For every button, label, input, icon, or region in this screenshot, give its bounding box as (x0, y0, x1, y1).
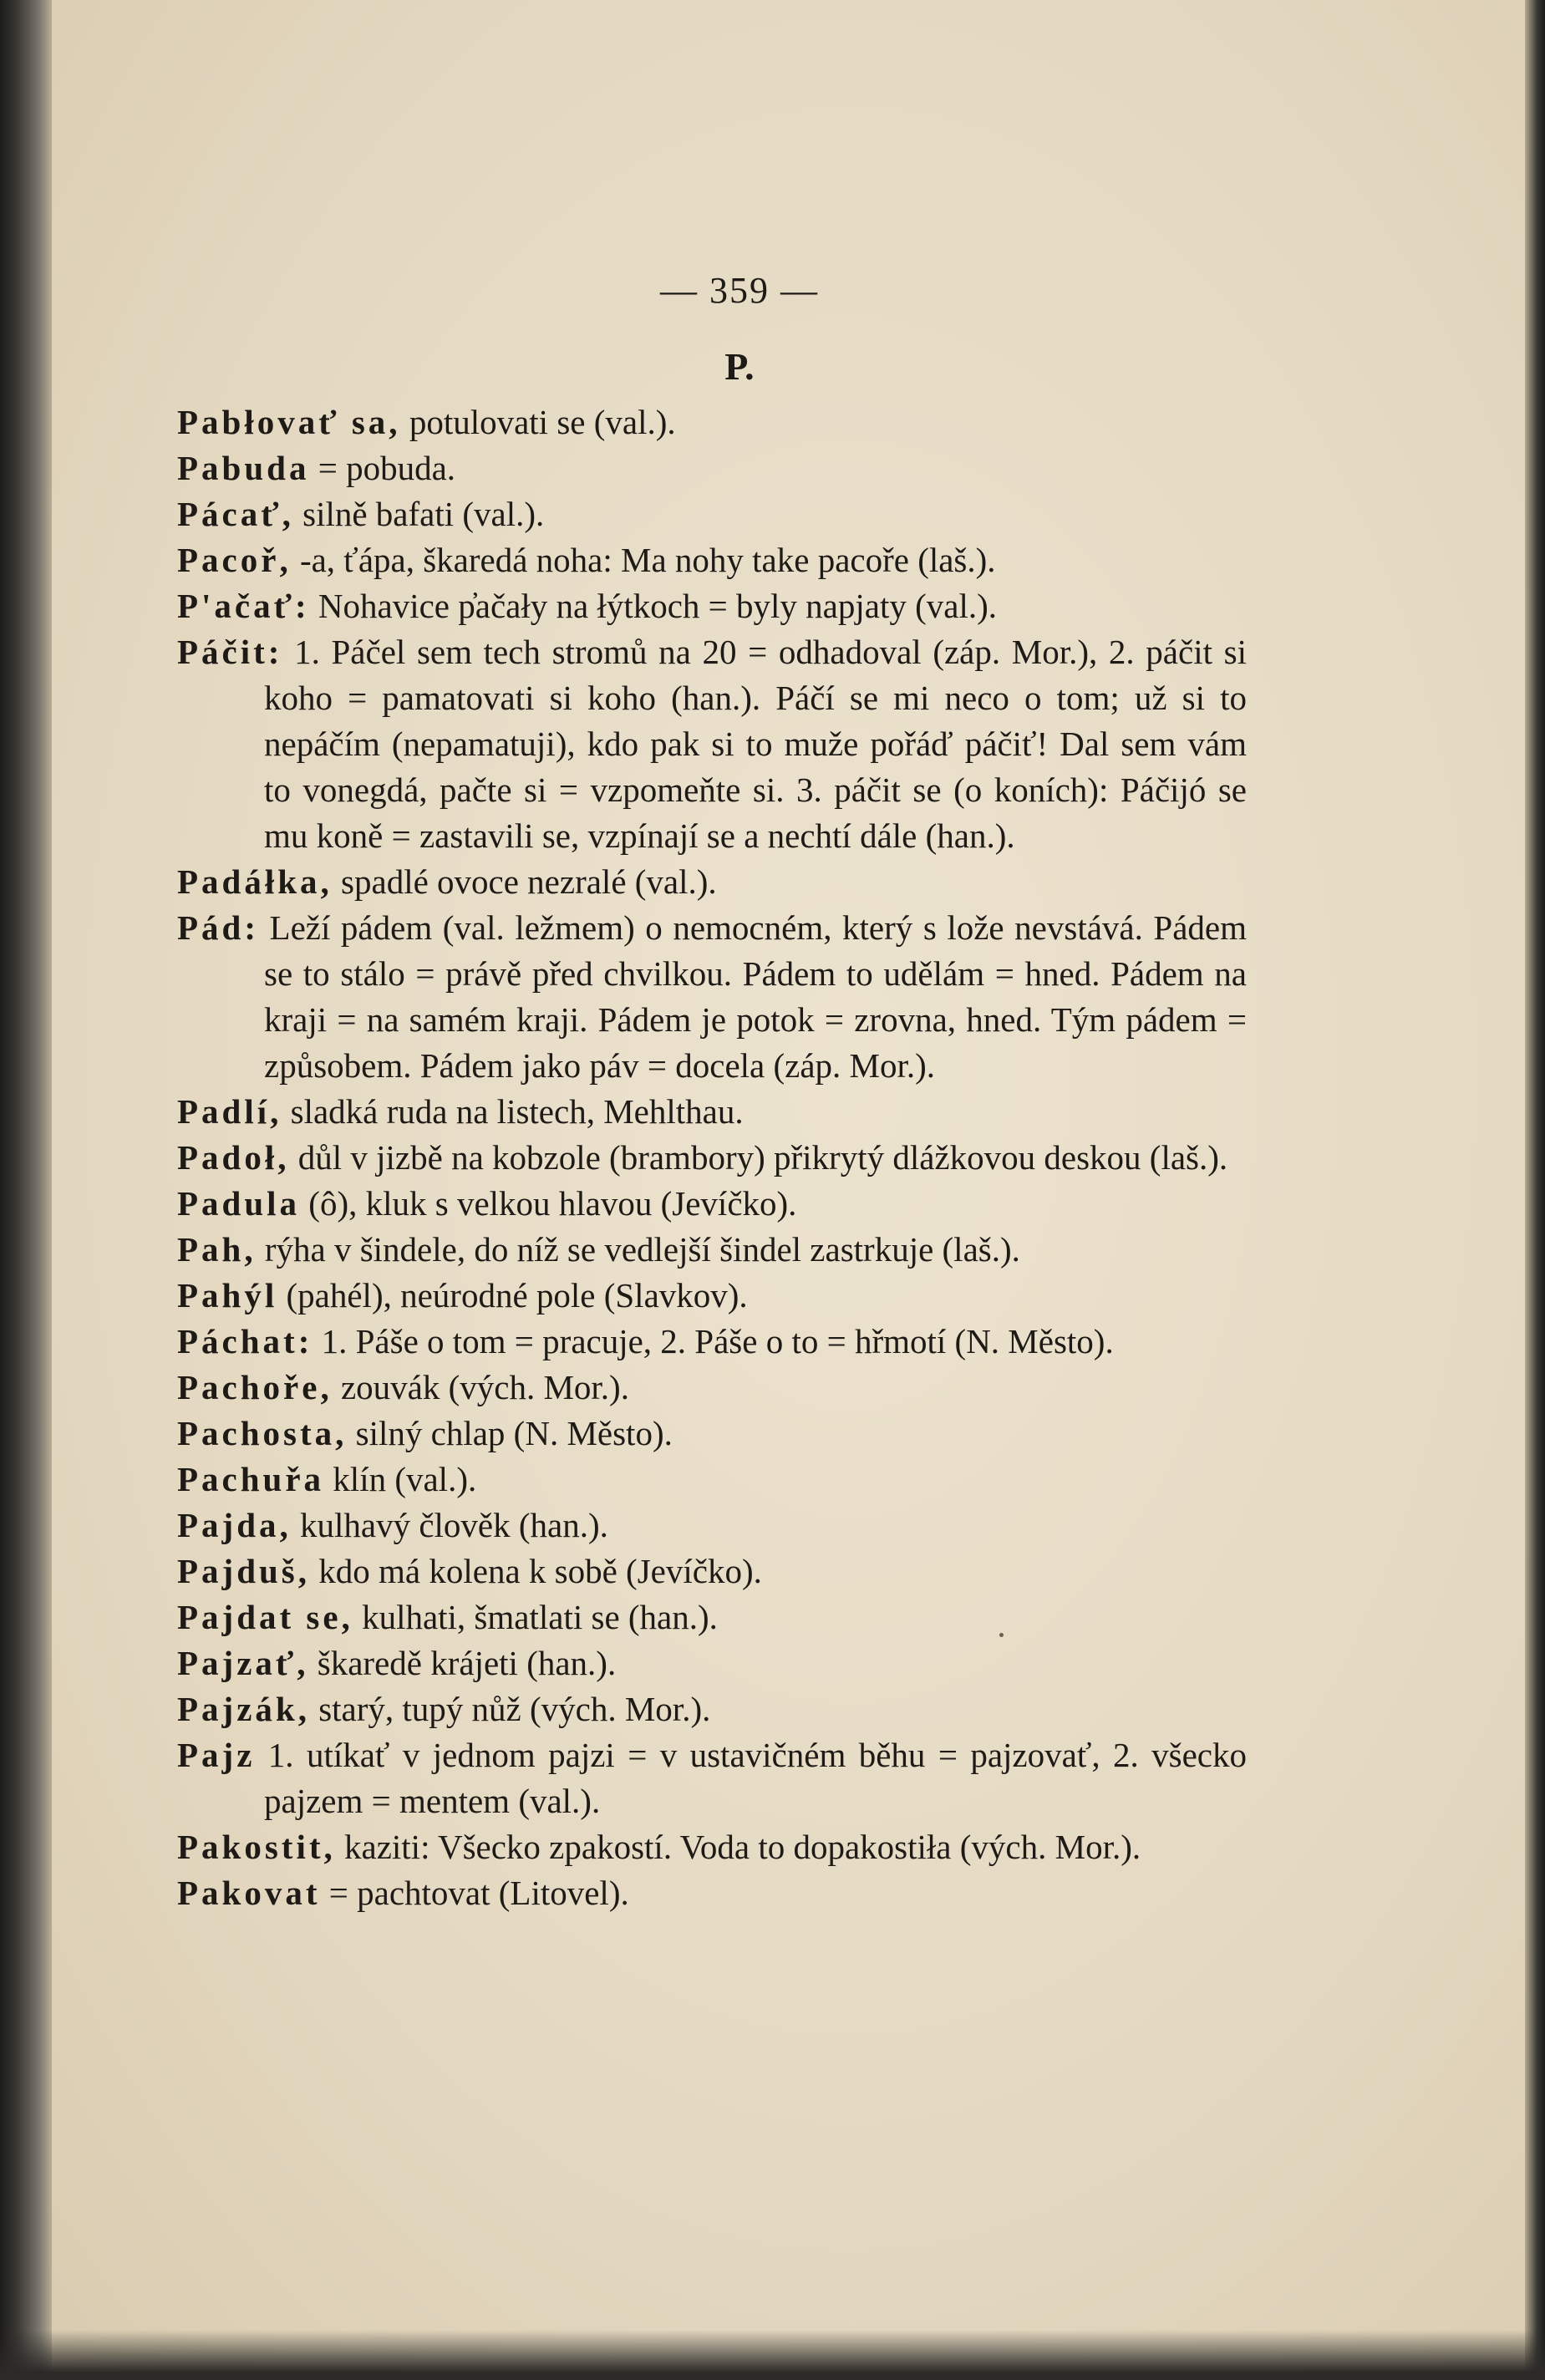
entry-definition: klín (val.). (324, 1460, 477, 1498)
entry-definition: potulovati se (val.). (400, 403, 676, 441)
entry-headword: Padáłka, (177, 862, 333, 901)
dictionary-entries (177, 399, 1247, 1916)
dictionary-entry (177, 1549, 1247, 1594)
dictionary-entry (177, 1273, 1247, 1319)
dictionary-entry (177, 1732, 1247, 1824)
entry-headword: Pah, (177, 1230, 257, 1269)
ink-speck (999, 1633, 1004, 1637)
entry-definition: silně bafati (val.). (293, 495, 545, 533)
dictionary-entry (177, 1411, 1247, 1457)
entry-headword: Pajdat se, (177, 1598, 353, 1636)
entry-definition: 1. Páše o tom = pracuje, 2. Páše o to = hřmotí (N. Město). (313, 1322, 1114, 1360)
dictionary-entry (177, 399, 1247, 445)
dictionary-entry (177, 1503, 1247, 1549)
dictionary-entry (177, 1870, 1247, 1916)
entry-definition: -a, ťápa, škaredá noha: Ma nohy take pacoře (laš.). (291, 541, 996, 579)
entry-definition: silný chlap (N. Město). (347, 1414, 673, 1452)
entry-headword: Pád: (177, 908, 259, 947)
entry-definition: kulhavý člověk (han.). (291, 1506, 608, 1544)
dictionary-entry (177, 859, 1247, 905)
entry-headword: P'ačať: (177, 587, 310, 625)
entry-headword: Pajda, (177, 1506, 292, 1544)
entry-headword: Padlí, (177, 1092, 282, 1131)
dictionary-entry (177, 1824, 1247, 1870)
entry-definition: (pahél), neúrodné pole (Slavkov). (277, 1276, 748, 1315)
dictionary-entry (177, 1089, 1247, 1135)
entry-headword: Pajz (177, 1736, 256, 1774)
dictionary-entry (177, 905, 1247, 1089)
page-right-edge (1525, 0, 1545, 2380)
entry-definition: spadlé ovoce nezralé (val.). (332, 862, 717, 901)
entry-definition: rýha v šindele, do níž se vedlejší šindel zastrkuje (laš.). (256, 1230, 1020, 1269)
entry-definition: důl v jizbě na kobzole (brambory) přikrytý dlážkovou deskou (laš.). (289, 1138, 1228, 1177)
entry-headword: Pajzák, (177, 1690, 310, 1728)
page-number: — 359 — (660, 270, 819, 311)
dictionary-entry (177, 1686, 1247, 1732)
entry-definition: Nohavice p̓ačały na łýtkoch = byly napjaty (val.). (309, 587, 997, 625)
dictionary-entry (177, 1594, 1247, 1640)
dictionary-entry (177, 1457, 1247, 1503)
entry-definition: 1. utíkať v jednom pajzi = v ustavičném běhu = pajzovať, 2. všecko pajzem = mentem (val.). (255, 1736, 1247, 1820)
dictionary-entry (177, 1640, 1247, 1686)
entry-definition: 1. Páčel sem tech stromů na 20 = odhadoval (záp. Mor.), 2. páčit si koho = pamatovati si koho (han.). Páčí se mi neco o tom; už si to nepáčím (nepamatuji), kdo pak si to muže pořáď páčiť! Dal sem vám to vonegdá, pačte si = vzpomeňte si. 3. páčit se (o koních): Páčijó se mu koně = zastavili se, vzpínají se a nechtí dále (han.). (264, 633, 1247, 855)
dictionary-entry (177, 537, 1247, 583)
entry-definition: kaziti: Všecko zpakostí. Voda to dopakostiła (vých. Mor.). (335, 1828, 1141, 1866)
entry-definition: kulhati, šmatlati se (han.). (353, 1598, 718, 1636)
dictionary-entry (177, 1227, 1247, 1273)
entry-headword: Pajduš, (177, 1552, 311, 1590)
entry-headword: Pajzať, (177, 1644, 309, 1682)
entry-headword: Pachosta, (177, 1414, 348, 1452)
entry-headword: Pacoř, (177, 541, 292, 579)
entry-headword: Pachoře, (177, 1368, 333, 1406)
entry-definition: Leží pádem (val. ležmem) o nemocném, který s lože nevstává. Pádem se to stálo = právě před chvilkou. Pádem to udělám = hned. Pádem na kraji = na samém kraji. Pádem je potok = zrovna, hned. Tým pádem = způsobem. Pádem jako páv = docela (záp. Mor.). (259, 908, 1247, 1085)
dictionary-entry (177, 583, 1247, 629)
entry-headword: Pabuda (177, 449, 310, 487)
entry-definition: škaredě krájeti (han.). (308, 1644, 617, 1682)
entry-headword: Pakostit, (177, 1828, 336, 1866)
entry-definition: starý, tupý nůž (vých. Mor.). (309, 1690, 711, 1728)
entry-headword: Padoł, (177, 1138, 290, 1177)
entry-headword: Pakovat (177, 1874, 321, 1912)
entry-headword: Pabłovať sa, (177, 403, 401, 441)
dictionary-entry (177, 1319, 1247, 1365)
entry-definition: = pobuda. (309, 449, 456, 487)
section-letter: P. (724, 345, 755, 388)
dictionary-entry (177, 1135, 1247, 1181)
entry-headword: Pahýl (177, 1276, 278, 1315)
page-bottom-edge (0, 2330, 1545, 2380)
entry-definition: kdo má kolena k sobě (Jevíčko). (310, 1552, 762, 1590)
entry-headword: Páchat: (177, 1322, 313, 1360)
dictionary-entry (177, 1181, 1247, 1227)
entry-headword: Pachuřa (177, 1460, 325, 1498)
entry-definition: = pachtovat (Litovel). (320, 1874, 629, 1912)
entry-headword: Pácať, (177, 495, 294, 533)
dictionary-entry (177, 1365, 1247, 1411)
entry-definition: (ô), kluk s velkou hlavou (Jevíčko). (300, 1184, 797, 1223)
entry-definition: zouvák (vých. Mor.). (332, 1368, 629, 1406)
entry-headword: Páčit: (177, 633, 283, 671)
dictionary-entry (177, 445, 1247, 491)
entry-definition: sladká ruda na listech, Mehlthau. (282, 1092, 744, 1131)
entry-headword: Padula (177, 1184, 301, 1223)
dictionary-entry (177, 629, 1247, 859)
dictionary-entry (177, 491, 1247, 537)
